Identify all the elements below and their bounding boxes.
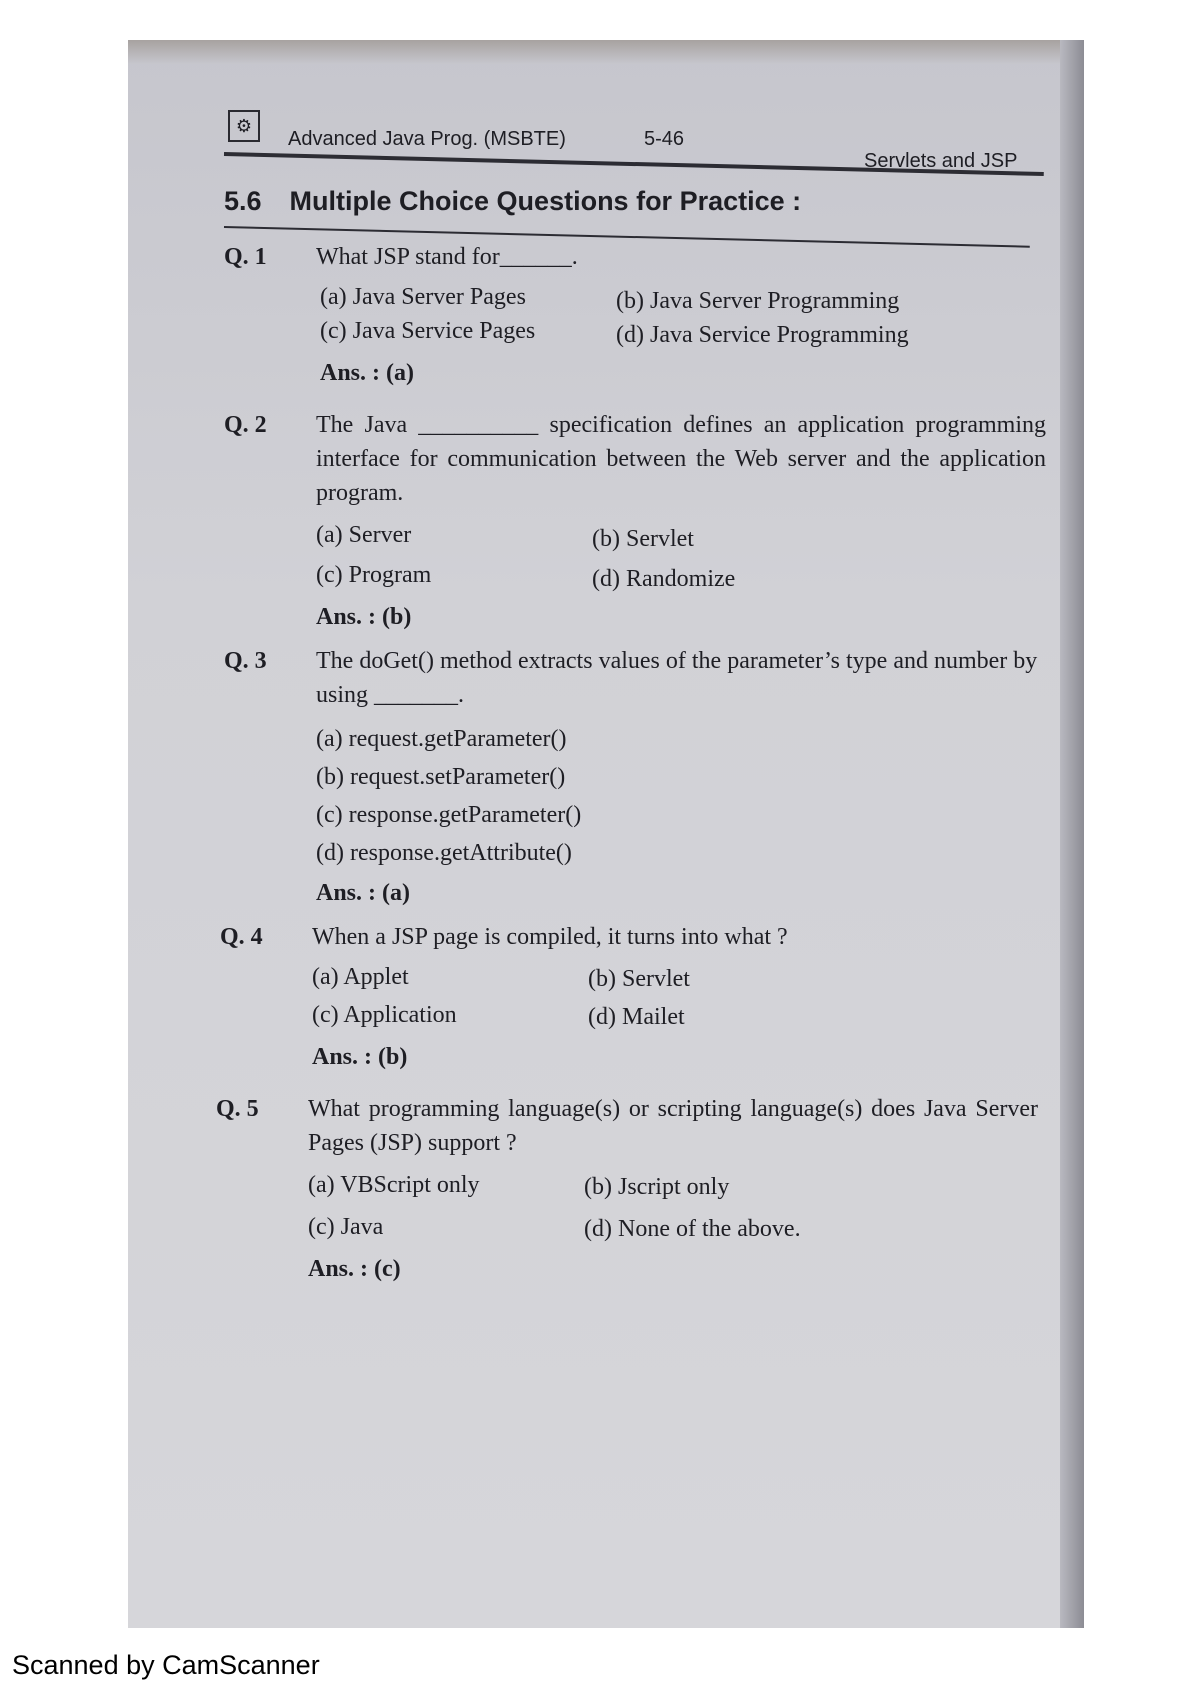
camscanner-watermark: Scanned by CamScanner bbox=[12, 1650, 320, 1680]
scanned-page-photo bbox=[128, 40, 1084, 1628]
option-a: (a) request.getParameter() bbox=[316, 726, 567, 752]
answer: Ans. : (a) bbox=[316, 880, 410, 906]
section-number: 5.6 bbox=[224, 186, 262, 216]
option-d: (d) response.getAttribute() bbox=[316, 840, 572, 866]
question-number: Q. 5 bbox=[216, 1096, 259, 1122]
answer: Ans. : (b) bbox=[312, 1044, 408, 1070]
question-text: The doGet() method extracts values of the parameter’s type and number by using _______. bbox=[316, 648, 1038, 708]
section-title: Multiple Choice Questions for Practice : bbox=[289, 186, 802, 216]
option-a: (a) Server bbox=[316, 522, 412, 548]
answer: Ans. : (c) bbox=[308, 1256, 401, 1282]
page-number: 5-46 bbox=[644, 128, 685, 150]
option-b: (b) request.setParameter() bbox=[316, 764, 566, 790]
question-text: The Java __________ specification defines an application programming interface for communication between the Web server and the application program. bbox=[316, 412, 1046, 506]
question-number: Q. 3 bbox=[224, 648, 267, 674]
answer: Ans. : (a) bbox=[320, 360, 414, 386]
option-d: (d) Randomize bbox=[592, 566, 736, 592]
option-b: (b) Java Server Programming bbox=[616, 288, 900, 314]
option-c: (c) Java Service Pages bbox=[320, 318, 536, 344]
question-number: Q. 1 bbox=[224, 244, 267, 270]
question-text: When a JSP page is compiled, it turns into what ? bbox=[312, 924, 788, 950]
section-heading bbox=[224, 186, 801, 217]
option-a: (a) Applet bbox=[312, 964, 409, 990]
book-page bbox=[128, 40, 1084, 1628]
question-number: Q. 2 bbox=[224, 412, 267, 438]
option-c: (c) response.getParameter() bbox=[316, 802, 582, 828]
option-c: (c) Program bbox=[316, 562, 432, 588]
option-b: (b) Servlet bbox=[592, 526, 694, 552]
question-text: What JSP stand for______. bbox=[316, 244, 578, 270]
option-b: (b) Jscript only bbox=[584, 1174, 730, 1200]
option-a: (a) VBScript only bbox=[308, 1172, 480, 1198]
running-header-title: Advanced Java Prog. (MSBTE) bbox=[288, 128, 566, 150]
option-c: (c) Application bbox=[312, 1002, 457, 1028]
option-d: (d) Mailet bbox=[588, 1004, 685, 1030]
question-text: What programming language(s) or scripting language(s) does Java Server Pages (JSP) support ? bbox=[308, 1096, 1038, 1156]
option-d: (d) None of the above. bbox=[584, 1216, 801, 1242]
chapter-title: Servlets and JSP bbox=[864, 150, 1018, 172]
question-number: Q. 4 bbox=[220, 924, 263, 950]
publisher-logo-icon: ⚙ bbox=[228, 110, 260, 142]
option-c: (c) Java bbox=[308, 1214, 384, 1240]
option-b: (b) Servlet bbox=[588, 966, 690, 992]
answer: Ans. : (b) bbox=[316, 604, 412, 630]
option-a: (a) Java Server Pages bbox=[320, 284, 526, 310]
option-d: (d) Java Service Programming bbox=[616, 322, 909, 348]
